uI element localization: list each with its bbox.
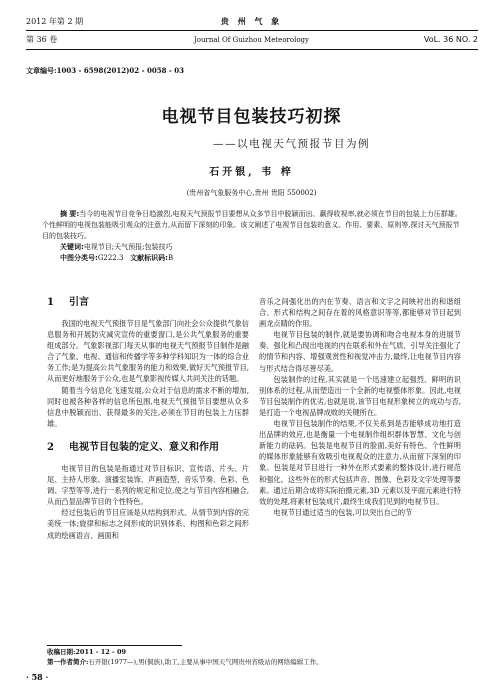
left-column [47,296,249,541]
article-subtitle: ——以电视天气预报节目为例 [212,138,371,150]
header-rule-bottom [26,49,478,50]
header-vol-no: VoL. 36 NO. 2 [423,35,478,44]
right-column [259,296,461,518]
abstract-block [42,209,462,264]
doc-code: B [167,254,174,262]
left-paragraph-2: 随着当今信息化飞速发展,公众对于信息的需求不断的增加,同时也被各种各样的信息所包围,电视天气预报节目要想从众多信息中脱颖而出、获得最多的关注,必须在节目的包装上力压群雄。 [47,385,249,428]
keywords-text: 电视节目;天气预报;包装技巧 [83,243,173,251]
right-paragraph-2: 电视节目包装的制作,就是要协调和吻合电视本身的进展节奏、强化和凸现出电视的内在联系和外在气质、引导关注强化了的情节和内容、增强观赏性和视觉冲击力,最终,让电视节目内容与形式结合得尽善尽美。 [259,330,461,373]
abstract-text: 当今的电视节目竞争日趋激烈,电视天气预报节目要想从众多节目中脱颖而出、赢得收视率,就必须在节目的包装上力压群雄。个性鲜明的电视包装能吸引观众的注意力,从而留下深刻的印象。该文阐述了电视节目包装的意义、作用、要素、原则等,探讨天气预报节目的包装技巧。 [42,210,462,240]
footnote-author-label: 第一作者简介: [47,658,89,666]
right-paragraph-3: 包装制作的过程,其实就是一个迅速建立起强烈、鲜明的识别体系的过程,从而塑造出一个全新的电视整体形象。因此,电视节目包装制作的优劣,也就是说,该节目电视形象树立的成功与否,是打造一个电视品牌成败的关键所在。 [259,374,461,417]
abstract-paragraph [42,209,462,242]
footnote-author-text: 石开银(1977—),男(侗族),助工,主要从事中国天气网贵州省级站的网络编辑工作。 [88,658,323,666]
section-heading-2 [47,441,249,455]
footnote-author [47,657,467,667]
right-paragraph-5: 电视节目通过适当的包装,可以突出自己的节 [273,507,413,517]
header-journal-en: Journal Of Guizhou Meteorology [194,36,309,44]
classification-label: 中图分类号: [60,254,98,262]
left-paragraph-4: 经过包装后的节目应该是从结构到形式、从情节到内容的完美统一体;旋律和标志之间形成的识别体系、构图和色彩之间形成的绘画语言、画面和 [47,508,249,540]
keywords-label: 关键词: [60,243,84,251]
page-number: · 58 · [26,672,49,682]
section-2-title: 电视节目包装的定义、意义和作用 [69,441,219,453]
doc-code-label: 文献标识码: [130,254,168,262]
header-rule-top [26,30,478,31]
section-heading-1 [47,296,249,310]
right-paragraph-1: 音乐之间强化出的内在节奏、语言和文字之间映衬出的和谐组合、形式和结构之间存在着的风格意识等等,都能够对节目起到画龙点睛的作用。 [259,297,461,329]
section-1-number: 1 [47,297,54,308]
article-title: 电视节目包装技巧初探 [161,107,342,127]
left-paragraph-1: 我国的电视天气预报节目是气象部门向社会公众提供气象信息服务和开展防灾减灾宣传的重要窗口,是公共气象服务的重要组成部分。气象影视部门每天从事的电视天气预报节目制作是融合了气象、电视、通信和传播学等多种学科知识为一体的综合业务工作;是为提高公共气象服务的能力和效果,做好天气预报节目,从而更好地服务于公众,也是气象影视传媒人共同关注的话题。 [47,319,249,384]
article-authors: 石开银, 韦 梓 [209,167,294,178]
header-journal-cn: 贵 州 气 象 [220,17,283,26]
header-year-issue: 2012 年第 2 期 [26,17,84,26]
classification-line [42,253,462,264]
right-paragraph-4: 电视节目包装制作的结果,不仅关系到是否能够成功地打造出品牌的效应,也是衡量一个电视制作组织群体智慧、文化与创新能力的砝码。包装是电视节目的脸面,美好有特色、个性鲜明的媒体形象能够有效吸引电视观众的注意力,从而留下深刻的印象。包装是对节目进行一种外在形式要素的整体设计,进行规范和强化。这些外在的形式包括声音、图像、色彩及文字处理等要素。通过后期合成将实际拍摄元素,3D 元素以及平面元素进行特效的处理,将素材包装成片,最终生成我们见到的电视节目。 [259,419,461,506]
article-affiliation: (贵州省气象服务中心,贵州 贵阳 550002) [186,189,317,197]
article-number: 文章编号:1003 - 6598(2012)02 - 0058 - 03 [26,66,184,75]
footnote-received: 收稿日期:2011 - 12 - 09 [47,648,127,656]
footnote-block [47,647,467,667]
keywords-line [42,242,462,253]
abstract-label: 摘 要: [60,210,80,218]
header-volume: 第 36 卷 [26,35,58,44]
section-2-number: 2 [47,441,54,453]
section-1-title: 引言 [69,297,89,308]
classification-code: G222.3 [97,254,124,262]
footnote-rule [47,645,182,646]
left-paragraph-3: 电视节目的包装是指通过对节目标识、宣传语、片头、片尾、主持人形象、演播室装饰、声画造型、音乐节奏、色彩、色调、字型等等,进行一系列的规定和定位,使之与节目内容相融合,从而凸显品牌节目的个性特色。 [47,463,249,507]
